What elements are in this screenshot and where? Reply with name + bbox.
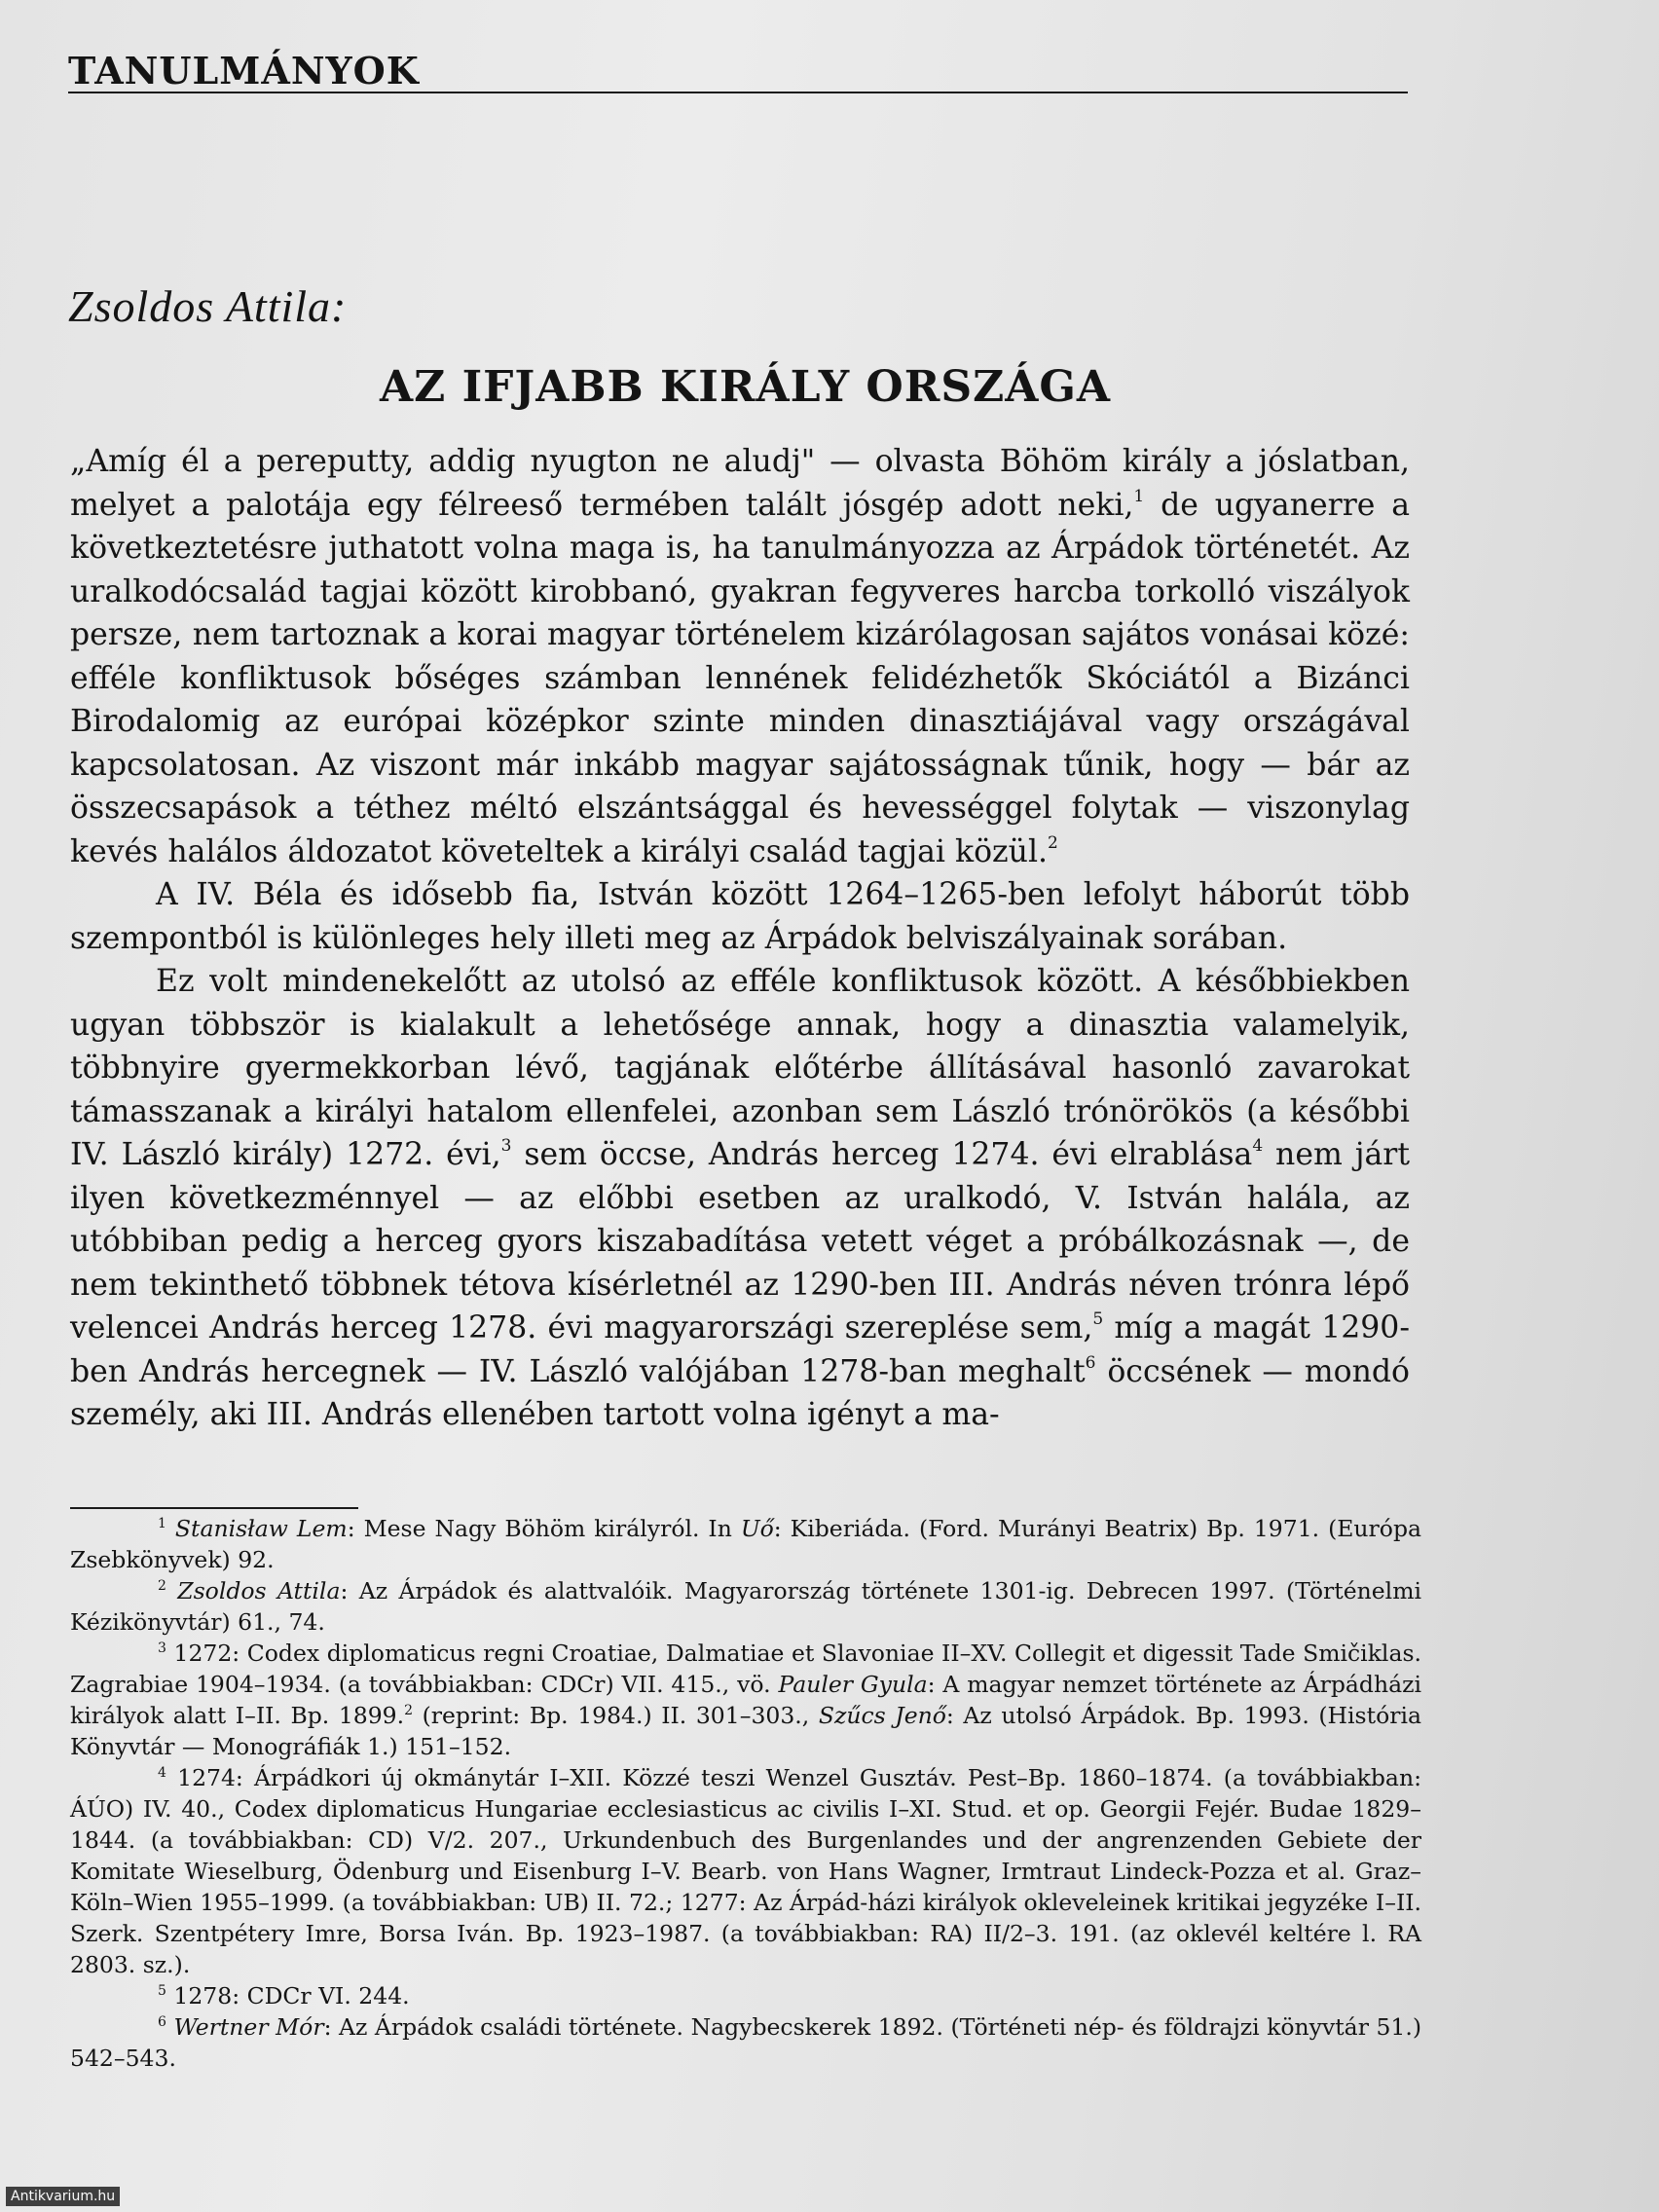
footnote-marker: 3	[500, 1136, 512, 1156]
footnote	[70, 1762, 1421, 1980]
text-run: 1272: Codex diplomaticus regni Croatiae, Dalmatiae et Slavoniae II–XV. Collegit et digessit Tade Smičiklas. Zagrabiae 1904–1934. (a továbbiakban: CDCr) VII. 415., vö.	[70, 1640, 1421, 1698]
text-run: : Mese Nagy Böhöm királyról. In	[347, 1515, 741, 1542]
footnote-marker: 3	[158, 1641, 166, 1656]
article-author: Zsoldos Attila:	[68, 281, 348, 331]
text-run: sem öccse, András herceg 1274. évi elrablása	[511, 1137, 1253, 1172]
footnote-marker: 5	[158, 1983, 166, 1999]
body-paragraph	[70, 440, 1410, 873]
article-body	[70, 440, 1410, 1437]
body-paragraph	[70, 873, 1410, 960]
cited-author: Stanisław Lem	[174, 1515, 348, 1542]
cited-author: Szűcs Jenő	[818, 1702, 946, 1729]
running-header	[68, 43, 1408, 93]
footnote	[70, 1575, 1421, 1638]
footnote-marker: 5	[1092, 1309, 1104, 1329]
footnote-marker: 6	[158, 2014, 166, 2030]
cited-author: Uő	[740, 1515, 774, 1542]
text-run	[166, 1515, 175, 1542]
text-run: míg a magát 1290-ben András hercegnek — IV. László valójában 1278-ban meghalt	[70, 1310, 1410, 1389]
text-run: 1278: CDCr VI. 244.	[166, 1982, 410, 2009]
footnote	[70, 1638, 1421, 1762]
text-run: nem járt ilyen következménnyel — az előbbi esetben az uralkodó, V. István halála, az utóbbiban pedig a herceg gyors kiszabadítása vetett véget a próbálkozásnak —, de nem tekinthető többnek tétova kísérletnél az 1290-ben III. András néven trónra lépő velencei András herceg 1278. évi magyarországi szereplése sem,	[70, 1137, 1410, 1346]
cited-author: Wertner Mór	[173, 2013, 324, 2041]
text-run: : Az utolsó Árpádok. Bp. 1993. (História Könyvtár — Monográfiák 1.) 151–152.	[70, 1702, 1421, 1760]
footnote-marker: 6	[1085, 1352, 1096, 1373]
article-title: AZ IFJABB KIRÁLY ORSZÁGA	[380, 362, 1112, 412]
text-run: Ez volt mindenekelőtt az utolsó az efféle konfliktusok között. A későbbiekben ugyan többször is kialakult a lehetősége annak, hogy a dinasztia valamelyik, többnyire gyermekkorban lévő, tagjának előtérbe állításával hasonló zavarokat támasszanak a királyi hatalom ellenfelei, azonban sem László trónörökös (a későbbi IV. László király) 1272. évi,	[70, 964, 1410, 1172]
text-run: : Kiberiáda. (Ford. Murányi Beatrix) Bp. 1971. (Európa Zsebkönyvek) 92.	[70, 1515, 1421, 1573]
footnote	[70, 2011, 1421, 2074]
footnote-marker: 2	[1048, 832, 1058, 853]
footnote	[70, 1513, 1421, 1575]
text-run: de ugyanerre a következtetésre juthatott volna maga is, ha tanulmányozza az Árpádok történetét. Az uralkodócsalád tagjai között kirobbanó, gyakran fegyveres harcba torkolló viszályok persze, nem tartoznak a korai magyar történelem kizárólagosan sajátos vonásai közé: efféle konfliktusok bőséges számban lennének felidézhetők Skóciától a Bizánci Birodalomig az európai középkor szinte minden dinasztiájával vagy országával kapcsolatosan. Az viszont már inkább magyar sajátosságnak tűnik, hogy — bár az összecsapások a téthez méltó elszántsággal és hevességgel folytak — viszonylag kevés halálos áldozatot követeltek a királyi család tagjai közül.	[70, 487, 1410, 869]
footnote-marker: 1	[1133, 486, 1145, 506]
text-run: (reprint: Bp. 1984.) II. 301–303.,	[413, 1702, 819, 1729]
footnote-marker: 1	[158, 1516, 166, 1531]
footnote-divider	[70, 1507, 358, 1509]
footnote-marker: 4	[1252, 1136, 1264, 1156]
text-run: : A magyar nemzet története az Árpádházi királyok alatt I–II. Bp. 1899.	[70, 1671, 1421, 1729]
footnotes	[70, 1513, 1421, 2074]
text-run: : Az Árpádok és alattvalóik. Magyarország története 1301-ig. Debrecen 1997. (Történelmi Kézikönyvtár) 61., 74.	[70, 1577, 1421, 1636]
body-paragraph	[70, 960, 1410, 1437]
cited-author: Zsoldos Attila	[177, 1577, 341, 1604]
footnote-marker: 2	[158, 1578, 166, 1594]
section-label: TANULMÁNYOK	[68, 49, 420, 92]
cited-author: Pauler Gyula	[778, 1671, 928, 1698]
footnote	[70, 1980, 1421, 2011]
text-run: : Az Árpádok családi története. Nagybecskerek 1892. (Történeti nép- és földrajzi könyvtár 51.) 542–543.	[70, 2013, 1422, 2072]
text-run: A IV. Béla és idősebb fia, István között 1264–1265-ben lefolyt háborút több szempontból is különleges hely illeti meg az Árpádok belviszályainak sorában.	[70, 877, 1410, 956]
text-run: 1274: Árpádkori új okmánytár I–XII. Közzé teszi Wenzel Gusztáv. Pest–Bp. 1860–1874. (a továbbiakban: ÁÚO) IV. 40., Codex diplomaticus Hungariae ecclesiasticus ac civilis I–XI. Stud. et op. Georgii Fejér. Budae 1829–1844. (a továbbiakban: CD) V/2. 207., Urkundenbuch des Burgenlandes und der angrenzenden Gebiete der Komitate Wieselburg, Ödenburg und Eisenburg I–V. Bearb. von Hans Wagner, Irmtraut Lindeck-Pozza et al. Graz–Köln–Wien 1955–1999. (a továbbiakban: UB) II. 72.; 1277: Az Árpád-házi királyok okleveleinek kritikai jegyzéke I–II. Szerk. Szentpétery Imre, Borsa Iván. Bp. 1923–1987. (a továbbiakban: RA) II/2–3. 191. (az oklevél keltére l. RA 2803. sz.).	[70, 1764, 1421, 1978]
text-run: „Amíg él a pereputty, addig nyugton ne aludj" — olvasta Böhöm király a jóslatban, melyet a palotája egy félreeső termében talált jósgép adott neki,	[70, 444, 1410, 523]
footnote-marker: 4	[158, 1765, 166, 1781]
text-run: öccsének — mondó személy, aki III. András ellenében tartott volna igényt a ma-	[70, 1353, 1410, 1432]
text-run	[166, 1577, 177, 1604]
watermark: Antikvarium.hu	[6, 2187, 120, 2206]
footnote-marker: 2	[404, 1703, 414, 1718]
